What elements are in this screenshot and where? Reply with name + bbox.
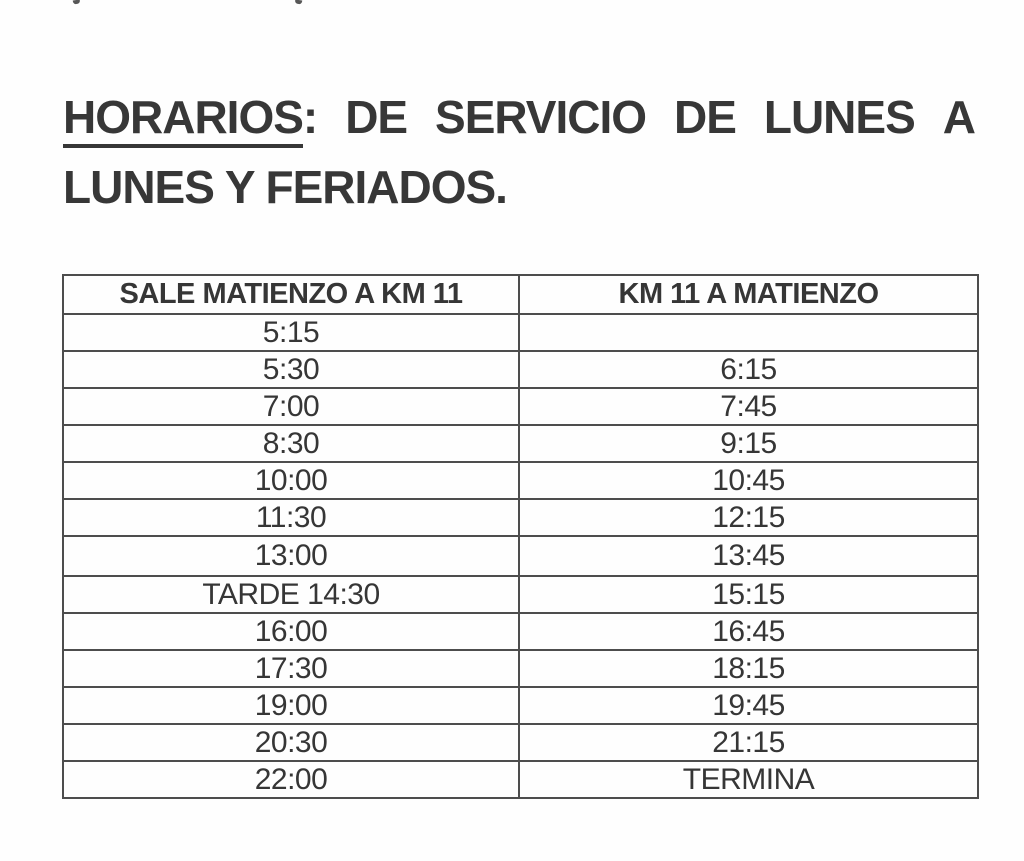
cell-return: 12:15 — [519, 499, 978, 536]
cell-return: 9:15 — [519, 425, 978, 462]
cell-departure: 22:00 — [63, 761, 519, 798]
cell-departure: 7:00 — [63, 388, 519, 425]
cell-departure: 8:30 — [63, 425, 519, 462]
cell-departure: 16:00 — [63, 613, 519, 650]
table-row — [63, 351, 978, 388]
cell-departure: 11:30 — [63, 499, 519, 536]
table-row — [63, 613, 978, 650]
cell-return: 15:15 — [519, 576, 978, 613]
heading-line-1 — [63, 82, 975, 152]
cell-departure: TARDE 14:30 — [63, 576, 519, 613]
cell-return — [519, 314, 978, 351]
cell-departure: 20:30 — [63, 724, 519, 761]
table-header-row — [63, 275, 978, 314]
cell-return: 6:15 — [519, 351, 978, 388]
column-header-return: KM 11 A MATIENZO — [519, 275, 978, 314]
cell-return: 13:45 — [519, 536, 978, 576]
heading-word: LUNES — [763, 91, 915, 143]
heading-word: DE — [674, 91, 736, 143]
table-row — [63, 314, 978, 351]
table-row — [63, 425, 978, 462]
heading-colon: : — [302, 91, 318, 143]
heading-line-2: LUNES Y FERIADOS. — [63, 161, 507, 213]
cell-departure: 5:30 — [63, 351, 519, 388]
table-row — [63, 388, 978, 425]
table-row — [63, 462, 978, 499]
cell-departure: 5:15 — [63, 314, 519, 351]
cropped-text-fragment — [73, 0, 80, 4]
cell-departure: 19:00 — [63, 687, 519, 724]
page-title — [63, 82, 975, 222]
heading-word: DE — [345, 91, 408, 143]
cell-return: 10:45 — [519, 462, 978, 499]
heading-word: SERVICIO — [435, 91, 647, 143]
cell-return: 21:15 — [519, 724, 978, 761]
cell-return: 16:45 — [519, 613, 978, 650]
cell-departure: 10:00 — [63, 462, 519, 499]
cell-return: 18:15 — [519, 650, 978, 687]
cell-departure: 17:30 — [63, 650, 519, 687]
cell-departure: 13:00 — [63, 536, 519, 576]
heading-word-horarios — [63, 82, 317, 152]
schedule-table — [62, 274, 979, 799]
cell-return: 19:45 — [519, 687, 978, 724]
table-row — [63, 761, 978, 798]
table-row — [63, 650, 978, 687]
table-row — [63, 499, 978, 536]
table-row — [63, 576, 978, 613]
cropped-text-fragment — [295, 0, 302, 4]
cell-return: 7:45 — [519, 388, 978, 425]
cell-return: TERMINA — [519, 761, 978, 798]
underlined-word: HORARIOS — [63, 91, 303, 148]
table-row — [63, 687, 978, 724]
table-row — [63, 724, 978, 761]
heading-word: A — [942, 91, 975, 143]
column-header-departure: SALE MATIENZO A KM 11 — [63, 275, 519, 314]
table-row — [63, 536, 978, 576]
